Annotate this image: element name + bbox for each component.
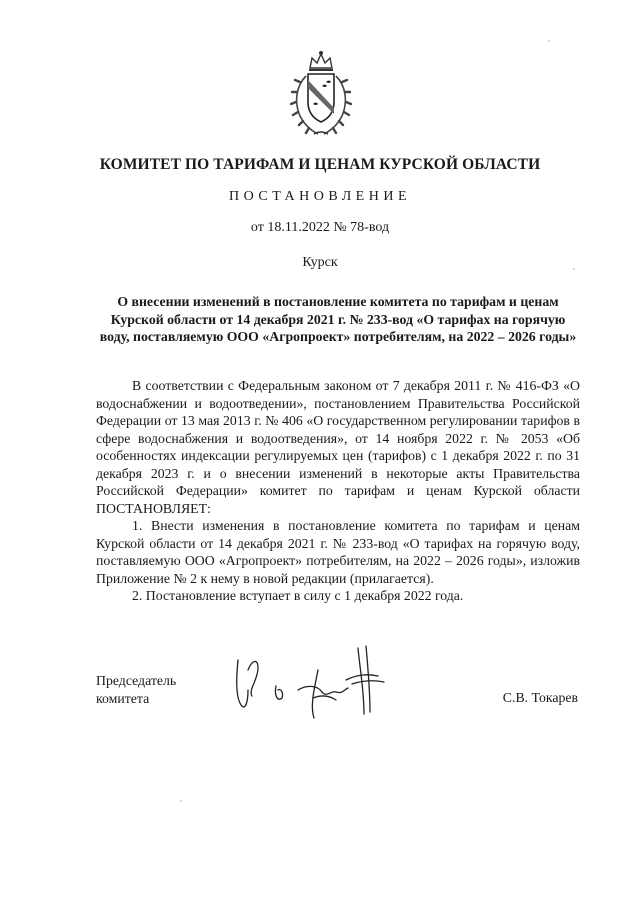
signature-block xyxy=(0,640,640,730)
scan-speck xyxy=(573,268,575,270)
coat-of-arms-icon xyxy=(290,50,352,138)
scan-speck xyxy=(180,800,182,802)
signatory-title-line: комитета xyxy=(96,691,150,706)
document-subject: О внесении изменений в постановление комитета по тарифам и ценам Курской области от 14 декабря 2021 г. № 233-вод «О тарифах на горячую воду, поставляемую ООО «Агропроект» потребителям, на 2022 – 2026 годы» xyxy=(99,294,577,344)
scan-speck xyxy=(548,40,550,42)
document-type: ПОСТАНОВЛЕНИЕ xyxy=(228,189,412,204)
document-body xyxy=(96,377,580,605)
body-paragraph: 1. Внести изменения в постановление комитета по тарифам и ценам Курской области от 14 декабря 2021 г. № 233-вод «О тарифах на горячую воду, поставляемую ООО «Агропроект» потребителям, на 2022 – 2026 годы», изложив Приложение № 2 к нему в новой редакции (прилагается). xyxy=(96,518,580,586)
document-date-number: от 18.11.2022 № 78-вод xyxy=(250,220,390,235)
organization-title: КОМИТЕТ ПО ТАРИФАМ И ЦЕНАМ КУРСКОЙ ОБЛАСТИ xyxy=(99,156,541,173)
signatory-name: С.В. Токарев xyxy=(502,690,578,705)
handwritten-signature xyxy=(218,640,393,720)
body-paragraph: 2. Постановление вступает в силу с 1 декабря 2022 года. xyxy=(132,588,464,603)
document-city: Курск xyxy=(302,255,338,270)
signatory-title-line: Председатель xyxy=(96,673,177,688)
body-paragraph: В соответствии с Федеральным законом от 7 декабря 2011 г. № 416-ФЗ «О водоснабжении и водоотведении», постановлением Правительства Российской Федерации от 13 мая 2013 г. № 406 «О государственном регулировании тарифов в сфере водоснабжения и водоотведения», от 14 ноября 2022 г. № 2053 «Об особенностях индексации регулируемых цен (тарифов) с 1 декабря 2022 г. по 31 декабря 2023 г. и о внесении изменений в некоторые акты Правительства Российской Федерации» комитет по тарифам и ценам Курской области ПОСТАНОВЛЯЕТ: xyxy=(96,378,580,516)
signatory-title xyxy=(96,672,176,708)
